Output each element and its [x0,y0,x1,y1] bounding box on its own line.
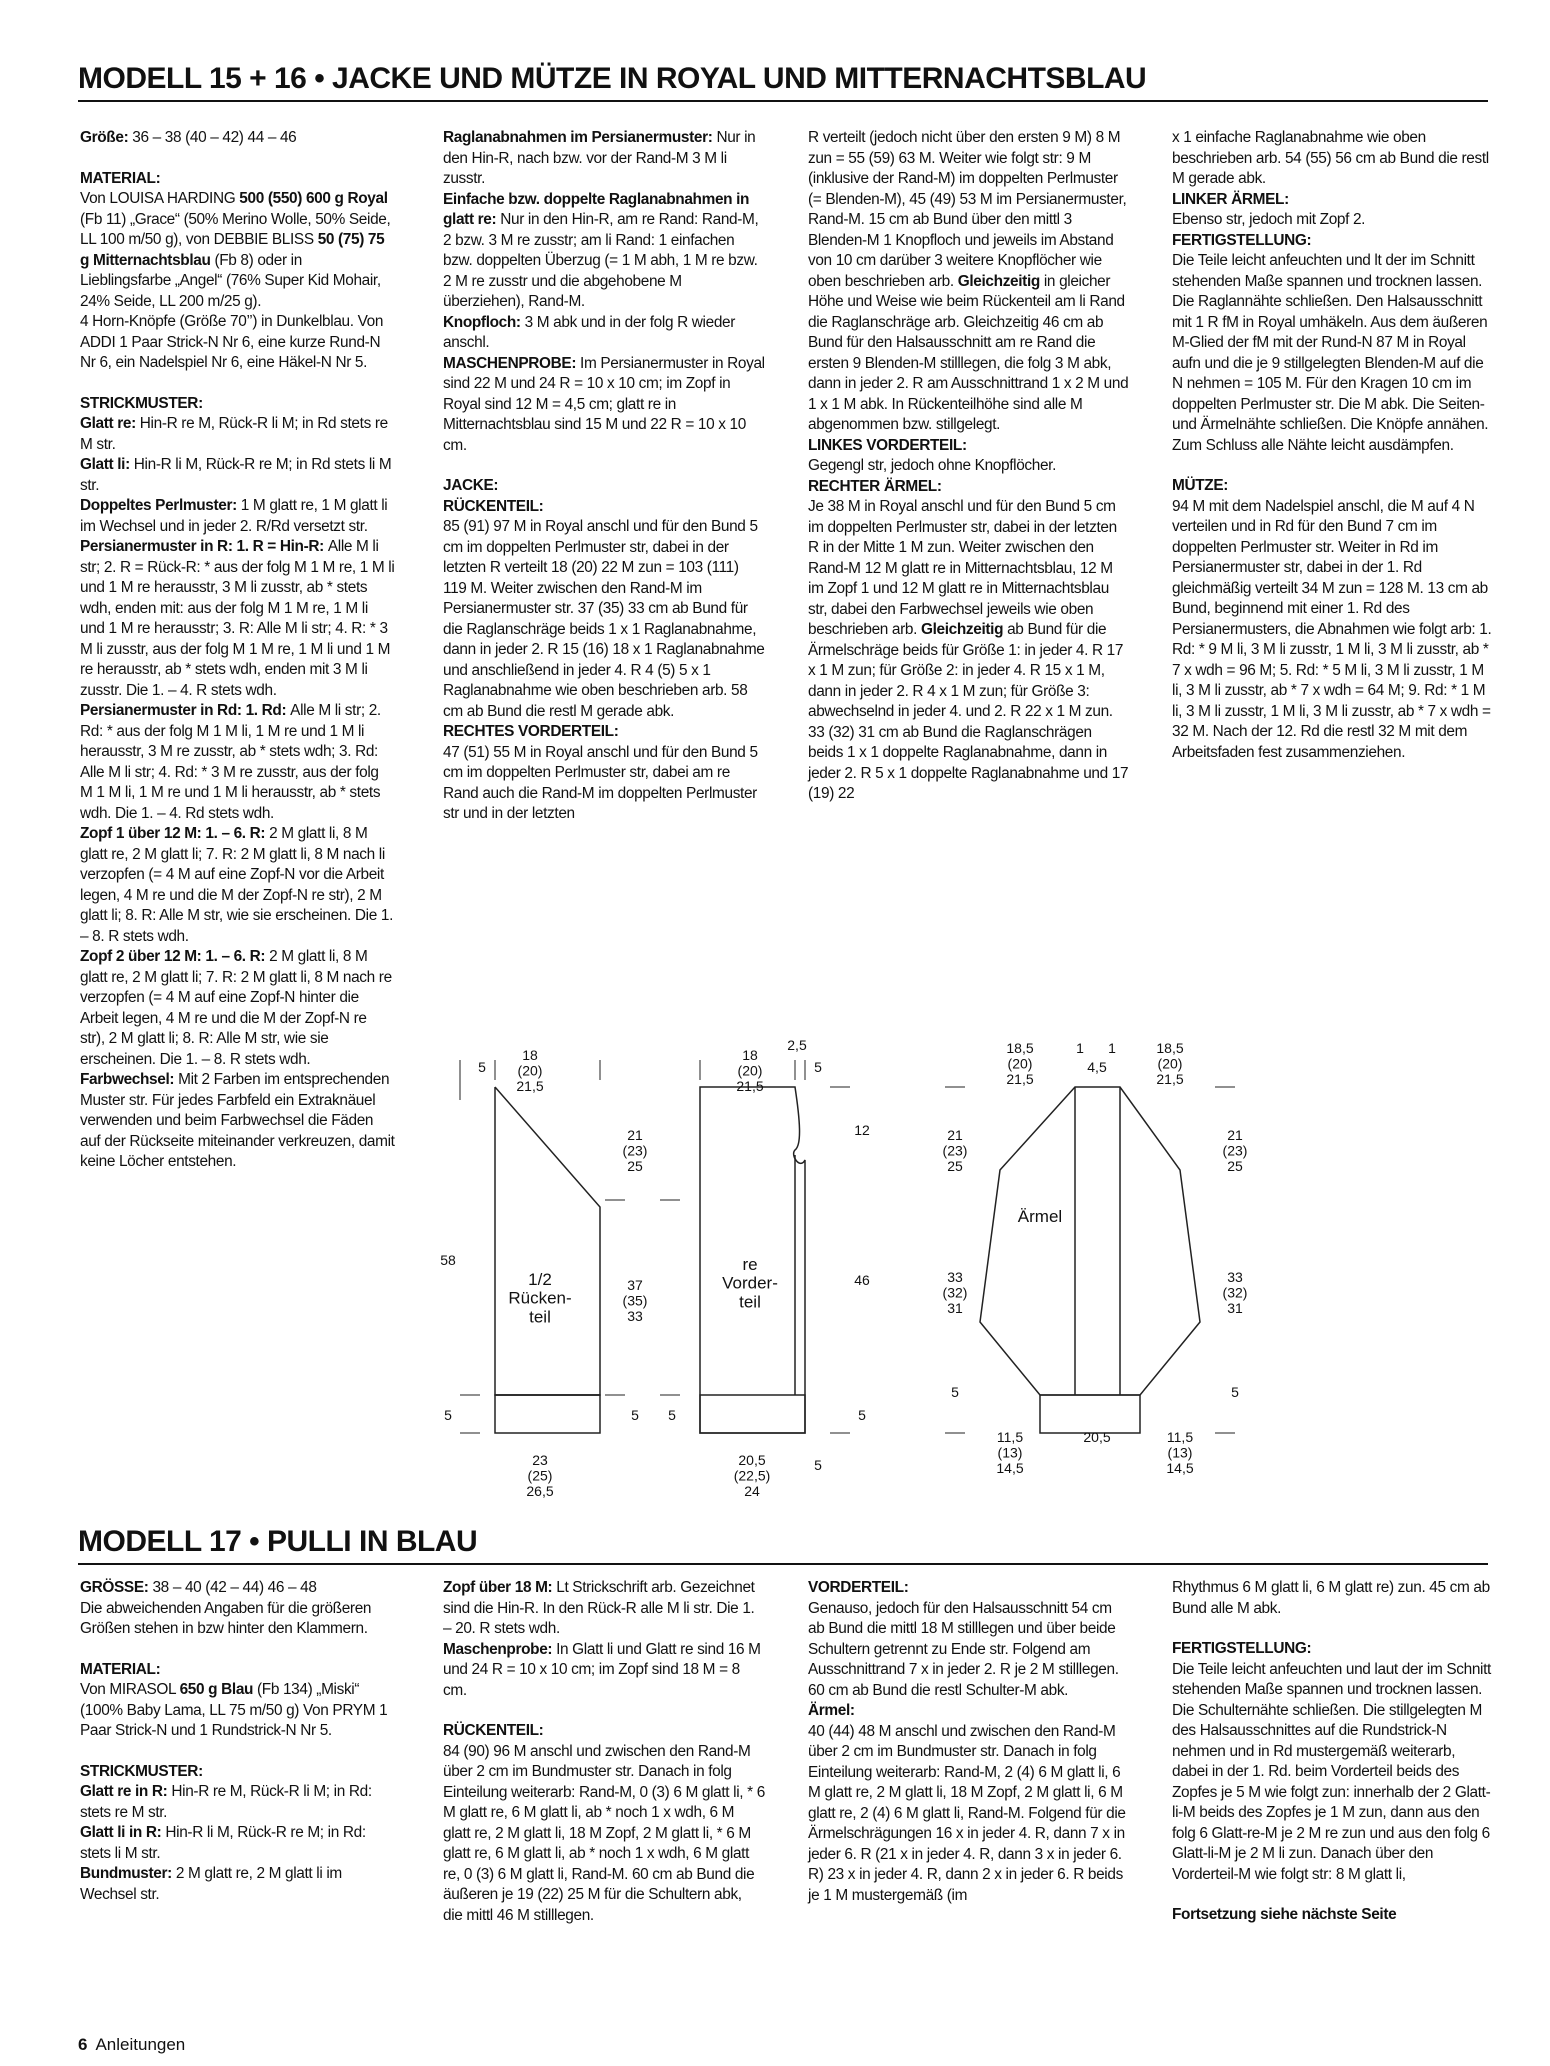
paragraph [80,1599,395,1640]
paragraph [443,1721,765,1742]
paragraph-heading: FERTIGSTELLUNG: [1172,231,1312,249]
paragraph [808,128,1130,436]
front-total: 46 [854,1272,870,1288]
paragraph [80,1660,395,1681]
paragraph-text: 40 (44) 48 M anschl und zwischen den Rand-M über 2 cm im Bundmuster str. Danach in folg Einteilung weiterarb: Rand-M, 2 (4) 6 M glatt li, 6 M glatt re, 2 M glatt li, 18 M Zopf, 2 M glatt li, 6 M glatt re, 2 (4) 6 M glatt li, Rand-M. Folgend für die Ärmelschrägungen 16 x in jeder 4. R, dann 7 x in jeder 6. R (21 x in jeder 4. R, dann 3 x in jeder 6. R) 23 x in jeder 4. R, dann 2 x in jeder 6. R beids je 1 M mustergemäß (im [808,1722,1126,1904]
model1-column-3 [808,128,1130,805]
paragraph-heading: Glatt re: [80,415,140,432]
sleeve-bund [1040,1395,1140,1433]
paragraph [443,722,765,743]
front-bund-h2: 5 [858,1407,866,1423]
paragraph-heading: MASCHENPROBE: [443,354,581,372]
paragraph-heading: MÜTZE: [1172,477,1229,494]
sleeve-top-m1: 1 [1076,1040,1084,1056]
paragraph [1172,210,1492,231]
paragraph-heading: Persianermuster in Rd: 1. Rd: [80,702,291,719]
model-15-16-title: MODELL 15 + 16 • JACKE UND MÜTZE IN ROYAL UND MITTERNACHTSBLAU [78,62,1488,102]
paragraph-heading: STRICKMUSTER: [80,1762,203,1780]
back-top-side: 5 [478,1059,486,1075]
sleeve-top-m2: 1 [1108,1040,1116,1056]
paragraph [80,1070,395,1173]
model2-column-4 [1172,1578,1492,1926]
paragraph-heading: Glatt li: [80,456,134,473]
paragraph-heading: Einfache bzw. doppelte Raglanabnahmen in glatt re: [443,190,750,228]
paragraph-heading: Farbwechsel: [80,1071,179,1088]
paragraph-text: Die Teile leicht anfeuchten und lt der im Schnitt stehenden Maße spannen und trocknen lassen. Die Raglannähte schließen. Den Halsausschnitt mit 1 R fM in Royal umhäkeln. Aus dem äußeren M-Glied der fM mit der Rund-N 87 M in Royal aufn und die je 9 stillgelegten Blenden-M auf die N nehmen = 105 M. Für den Kragen 10 cm im doppelten Perlmuster str. Die M abk. Die Seiten- und Ärmelnähte schließen. Die Knöpfe annähen. Zum Schluss alle Nähte leicht ausdämpfen. [1172,252,1489,454]
paragraph-heading: VORDERTEIL: [808,1579,909,1596]
paragraph-heading: Fortsetzung siehe nächste Seite [1172,1906,1397,1923]
paragraph-gap [1172,456,1492,476]
paragraph-gap [80,1742,395,1762]
sleeve-top-r: 18,5 (20) 21,5 [1156,1040,1184,1087]
back-total: 58 [440,1252,456,1268]
model2-column-2 [443,1578,765,1926]
paragraph-text: 2 M glatt li, 8 M glatt re, 2 M glatt li; 7. R: 2 M glatt li, 8 M nach li verzopfen (= 4 M auf eine Zopf-N vor die Arbeit legen, 4 M re und die M der Zopf-N re str), 2 M glatt li; 8. R: Alle M str, wie sie erscheinen. Die 1. – 8. R stets wdh. [80,825,393,945]
paragraph-text: (Fb 134) „Miski“ (100% Baby Lama, LL 75 m/50 g) Von PRYM 1 Paar Strick-N und 1 Rundstrick-N Nr 5. [80,1681,388,1739]
front-outline [700,1087,805,1433]
back-bottom: 23 (25) 26,5 [526,1452,554,1499]
paragraph [1172,1660,1492,1886]
paragraph-gap [443,456,765,476]
model1-column-2 [443,128,765,825]
paragraph-text: Die Teile leicht anfeuchten und laut der im Schnitt stehenden Maße spannen und trocknen lassen. Die Schulternähte schließen. Die stillgelegten M des Halsausschnittes auf die Rundstrick-N nehmen und in Rd mustergemäß weiterarb, dabei in der 1. Rd. beim Vorderteil beids des Zopfes je 5 M wie folgt zun: innerhalb der 2 Glatt-li-M beids des Zopfes je 1 M zun, dann aus den folg 6 Glatt-re-M je 2 M re zun und aus den folg 6 Glatt-li-M je 2 M li zun. Danach über den Vorderteil-M wie folgt str: 8 M glatt li, [1172,1660,1491,1883]
diagram-labels [440,1037,1247,1499]
paragraph [80,1762,395,1783]
paragraph [443,497,765,518]
paragraph [80,189,395,312]
paragraph-text: Gegengl str, jedoch ohne Knopflöcher. [808,457,1057,474]
paragraph-heading: STRICKMUSTER: [80,394,203,412]
paragraph-text: 85 (91) 97 M in Royal anschl und für den Bund 5 cm im doppelten Perlmuster str, dabei in der letzten R verteilt 18 (20) 22 M zun = 103 (111) 119 M. Weiter zwischen den Rand-M im Persianermuster str. 37 (35) 33 cm ab Bund für die Raglanschräge beids 1 x 1 Raglanabnahme, dann in jeder 2. R 15 (16) 18 x 1 Raglanabnahme und anschließend in jeder 4. R 4 (5) 5 x 1 Raglanabnahme wie oben beschrieben arb. 58 cm ab Bund die restl M gerade abk. [443,518,765,720]
paragraph-text: ab Bund für die Ärmelschräge beids für Größe 1: in jeder 4. R 17 x 1 M zun; für Größe 2: in jeder 4. R 15 x 1 M, dann in jeder 2. R 4 x 1 M zun; für Größe 3: abwechselnd in jeder 4. und 2. R 22 x 1 M zun. 33 (32) 31 cm ab Bund die Raglanschrägen beids 1 x 1 doppelte Raglanabnahme, dann in jeder 2. R 5 x 1 doppelte Raglanabnahme und 17 (19) 22 [808,621,1129,802]
paragraph-text: x 1 einfache Raglanabnahme wie oben beschrieben arb. 54 (55) 56 cm ab Bund die restl M gerade abk. [1172,129,1489,187]
paragraph-heading: RECHTES VORDERTEIL: [443,723,619,740]
page-footer [78,2035,185,2055]
paragraph [80,1680,395,1742]
paragraph-gap [80,1640,395,1660]
paragraph [443,1742,765,1927]
paragraph-text: Die abweichenden Angaben für die größeren Größen stehen in bzw hinter den Klammern. [80,1599,372,1637]
paragraph [808,497,1130,805]
back-bund-h2: 5 [631,1407,639,1423]
paragraph-gap [80,149,395,169]
paragraph-text: Lt Strickschrift arb. Gezeichnet sind die Hin-R. In den Rück-R alle M li str. Die 1. – 20. R stets wdh. [443,1579,755,1637]
paragraph [443,476,765,497]
paragraph-text: Hin-R re M, Rück-R li M; in Rd: stets re M str. [80,1783,372,1821]
paragraph [80,1864,395,1905]
paragraph [80,1782,395,1823]
paragraph-gap [1172,1619,1492,1639]
paragraph-heading: Zopf 1 über 12 M: 1. – 6. R: [80,825,270,842]
paragraph [808,436,1130,457]
paragraph-gap [1172,1885,1492,1905]
paragraph [80,701,395,824]
paragraph-text: in gleicher Höhe und Weise wie beim Rückenteil am li Rand die Raglanschräge arb. Gleichzeitig 46 cm ab Bund für den Halsausschnitt am re Rand die ersten 9 Blenden-M stilllegen, die folg 3 M abk, dann in jeder 2. R am Ausschnittrand 1 x 2 M und 1 x 1 M abk. In Rückenteilhöhe sind alle M abgenommen bzw. stillgelegt. [808,272,1129,433]
paragraph-heading: GRÖSSE: [80,1579,153,1596]
sleeve-raglan-r: 21 (23) 25 [1222,1127,1248,1174]
paragraph-text: Ebenso str, jedoch mit Zopf 2. [1172,211,1366,228]
paragraph-text: In Glatt li und Glatt re sind 16 M und 24 R = 10 x 10 cm; im Zopf sind 18 M = 8 cm. [443,1640,761,1699]
paragraph-heading: RECHTER ÄRMEL: [808,477,942,495]
paragraph [1172,251,1492,456]
front-bund-h: 5 [668,1407,676,1423]
sleeve-side-l: 33 (32) 31 [942,1269,968,1316]
back-top-width: 18 (20) 21,5 [516,1047,544,1094]
back-body: 37 (35) 33 [622,1277,648,1324]
paragraph-heading: Zopf 2 über 12 M: 1. – 6. R: [80,948,270,965]
front-small: 2,5 [787,1037,807,1053]
paragraph-text: Von MIRASOL [80,1681,180,1698]
paragraph-text: 2 M glatt li, 8 M glatt re, 2 M glatt li; 7. R: 2 M glatt li, 8 M nach re verzopfen (= 4 M auf eine Zopf-N hinter die Arbeit legen, 4 M re und die M der Zopf-N re str), 2 M glatt li; 8. R: Alle M str, wie sie erscheinen. Die 1. – 8. R stets wdh. [80,948,392,1068]
sleeve-bottom-l: 11,5 (13) 14,5 [996,1429,1024,1476]
paragraph [443,313,765,354]
model1-column-1 [80,128,395,1173]
paragraph-text: Alle M li str; 2. R = Rück-R: * aus der folg M 1 M re, 1 M li und 1 M re herausstr, 3 M li zusstr, ab * stets wdh, enden mit: aus der folg M 1 M re, 1 M li und 1 M re herausstr; 3. R: Alle M li str; 4. R: * 3 M li zusstr, aus der folg M 1 M re, 1 M li und 1 M re herausstr, ab * stets wdh, enden mit 3 M li zusstr. Die 1. – 4. R stets wdh. [80,538,395,699]
paragraph-heading: LINKES VORDERTEIL: [808,436,967,454]
paragraph-heading: 50 (75) 75 g Mitternachtsblau [80,231,385,269]
back-bund [495,1395,600,1433]
paragraph [443,743,765,825]
paragraph-text: Genauso, jedoch für den Halsausschnitt 54 cm ab Bund die mittl 18 M stilllegen und über beide Schultern getrennt zu Ende str. Folgend am Ausschnittrand 7 x in jeder 2. R je 2 M stilllegen. 60 cm ab Bund die restl Schulter-M abk. [808,1599,1119,1699]
paragraph-heading: Bundmuster: [80,1865,176,1882]
paragraph-text: Nur in den Hin-R, nach bzw. vor der Rand-M 3 M li zusstr. [443,129,756,187]
paragraph [443,354,765,457]
back-label: 1/2 Rücken-teil [508,1270,572,1327]
front-top-width: 18 (20) 21,5 [736,1047,764,1094]
paragraph-text: Von LOUISA HARDING [80,190,240,207]
paragraph [80,824,395,947]
paragraph-heading: Gleichzeitig [920,621,1004,638]
paragraph-text: Hin-R re M, Rück-R li M; in Rd stets re M str. [80,415,388,453]
sleeve-top-l: 18,5 (20) 21,5 [1006,1040,1034,1087]
paragraph-text: 1 M glatt re, 1 M glatt li im Wechsel und in jeder 2. R/Rd versetzt str. [80,497,388,535]
paragraph-text: Rhythmus 6 M glatt li, 6 M glatt re) zun. 45 cm ab Bund alle M abk. [1172,1579,1490,1617]
paragraph-heading: FERTIGSTELLUNG: [1172,1640,1312,1657]
paragraph [808,477,1130,498]
paragraph-text: Nur in den Hin-R, am re Rand: Rand-M, 2 bzw. 3 M re zusstr; am li Rand: 1 einfachen bzw. doppelten Überzug (= 1 M abh, 1 M re bzw. 2 M re zusstr und die abgehobene M überziehen), Rand-M. [443,211,759,310]
model2-column-3 [808,1578,1130,1906]
paragraph [80,537,395,701]
front-neck: 12 [854,1122,870,1138]
sleeve-top-m3: 4,5 [1087,1059,1107,1075]
paragraph-text: Je 38 M in Royal anschl und für den Bund 5 cm im doppelten Perlmuster str, dabei in der letzten R in der Mitte 1 M zun. Weiter zwischen den Rand-M 12 M glatt re in Mitternachtsblau, 12 M im Zopf 1 und 12 M glatt re in Mitternachtsblau str, dabei den Farbwechsel jeweils wie oben beschrieben arb. [808,498,1117,638]
sleeve-raglan-l: 21 (23) 25 [942,1127,968,1174]
paragraph [80,312,395,374]
paragraph [443,1578,765,1640]
paragraph [808,456,1130,477]
paragraph-text: Hin-R li M, Rück-R re M; in Rd stets li M str. [80,456,392,494]
paragraph-text: 4 Horn-Knöpfe (Größe 70’’) in Dunkelblau. Von ADDI 1 Paar Strick-N Nr 6, eine kurze Rund-N Nr 6, ein Nadelspiel Nr 6, eine Häkel-N Nr 5. [80,313,384,371]
front-bottom-r: 5 [814,1457,822,1473]
paragraph-heading: Zopf über 18 M: [443,1579,557,1596]
back-bund-h: 5 [444,1407,452,1423]
paragraph-heading: Doppeltes Perlmuster: [80,497,241,514]
paragraph-heading: 500 (550) 600 g Royal [239,190,388,207]
paragraph-heading: Ärmel: [808,1702,855,1719]
sleeve-outline [980,1087,1200,1395]
paragraph-text: Mit 2 Farben im entsprechenden Muster str. Für jedes Farbfeld ein Extraknäuel verwenden und beim Farbwechsel die Fäden auf der Rückseite miteinander verkreuzen, damit keine Löcher entstehen. [80,1071,395,1170]
paragraph [808,1722,1130,1907]
paragraph [443,190,765,313]
front-bottom: 20,5 (22,5) 24 [733,1452,771,1499]
paragraph [1172,1905,1492,1926]
paragraph [80,455,395,496]
paragraph [443,128,765,190]
front-label: re Vorder-teil [722,1255,778,1312]
paragraph [1172,190,1492,211]
paragraph [1172,476,1492,497]
paragraph-gap [443,1701,765,1721]
paragraph [1172,1578,1492,1619]
model2-column-1 [80,1578,395,1905]
paragraph [1172,231,1492,252]
paragraph-text: 38 – 40 (42 – 44) 46 – 48 [152,1579,317,1596]
paragraph-heading: RÜCKENTEIL: [443,1722,544,1739]
paragraph [808,1701,1130,1722]
paragraph-text: Hin-R li M, Rück-R re M; in Rd: stets li M str. [80,1824,366,1862]
paragraph [80,128,395,149]
paragraph-heading: 650 g Blau [179,1681,254,1698]
paragraph [80,394,395,415]
front-bund [700,1395,805,1433]
sleeve-label: Ärmel [1017,1207,1063,1226]
paragraph-heading: Persianermuster in R: 1. R = Hin-R: [80,538,328,555]
sleeve-side-r: 33 (32) 31 [1222,1269,1248,1316]
page-number: 6 [78,2035,88,2054]
paragraph-heading: RÜCKENTEIL: [443,497,544,515]
paragraph-heading: Maschenprobe: [443,1640,557,1658]
model-17-title: MODELL 17 • PULLI IN BLAU [78,1525,1488,1565]
paragraph [1172,1639,1492,1660]
paragraph-heading: Gleichzeitig [957,272,1040,290]
back-raglan: 21 (23) 25 [622,1127,648,1174]
paragraph-text: 84 (90) 96 M anschl und zwischen den Rand-M über 2 cm im Bundmuster str. Danach in folg Einteilung weiterarb: Rand-M, 0 (3) 6 M glatt li, * 6 M glatt re, 6 M glatt li, ab * noch 1 x wdh, 6 M glatt re, 2 M glatt li, 18 M Zopf, 2 M glatt li, * 6 M glatt re, 6 M glatt li, ab * noch 1 x wdh, 6 M glatt re, 0 (3) 6 M glatt li, Rand-M. 60 cm ab Bund die äußeren je 19 (22) 25 M für die Schultern abk, die mittl 46 M stilllegen. [443,1742,765,1924]
paragraph [443,517,765,722]
back-outline [495,1087,600,1395]
paragraph-heading: Größe: [80,129,133,146]
paragraph-text: Alle M li str; 2. Rd: * aus der folg M 1 M li, 1 M re und 1 M li herausstr, 3 M re zusstr, ab * stets wdh; 3. Rd: Alle M li str; 4. Rd: * 3 M re zusstr, aus der folg M 1 M li, 1 M re und 1 M li herausstr, ab * stets wdh. Die 1. – 4. Rd stets wdh. [80,702,381,822]
paragraph [80,1823,395,1864]
paragraph [80,414,395,455]
paragraph [808,1599,1130,1702]
sleeve-bund-r: 5 [1231,1384,1239,1400]
paragraph [80,496,395,537]
paragraph-heading: Glatt re in R: [80,1783,172,1800]
paragraph-text: (Fb 11) „Grace“ (50% Merino Wolle, 50% Seide, LL 100 m/50 g), von DEBBIE BLISS [80,210,391,248]
paragraph [80,947,395,1070]
paragraph-heading: MATERIAL: [80,169,161,187]
paragraph-text: R verteilt (jedoch nicht über den ersten 9 M) 8 M zun = 55 (59) 63 M. Weiter wie folgt str: 9 M (inklusive der Rand-M) im doppelten Perlmuster (= Blenden-M), 45 (49) 53 M im Persianermuster, Rand-M. 15 cm ab Bund über den mittl 3 Blenden-M 1 Knopfloch und jeweils im Abstand von 10 cm darüber 3 weitere Knopflöcher wie oben beschrieben arb. [808,129,1127,290]
paragraph-text: 47 (51) 55 M in Royal anschl und für den Bund 5 cm im doppelten Perlmuster str, dabei am re Rand auch die Rand-M im doppelten Perlmuster str und in der letzten [443,743,758,822]
paragraph-heading: JACKE: [443,477,499,494]
sleeve-bottom-r: 11,5 (13) 14,5 [1166,1429,1194,1476]
paragraph-text: 3 M abk und in der folg R wieder anschl. [443,313,736,351]
paragraph-text: Im Persianermuster in Royal sind 22 M und 24 R = 10 x 10 cm; im Zopf in Royal sind 12 M = 4,5 cm; glatt re in Mitternachtsblau sind 15 M und 22 R = 10 x 10 cm. [443,354,765,454]
paragraph-text: 2 M glatt re, 2 M glatt li im Wechsel str. [80,1865,342,1903]
sleeve-bund-l: 5 [951,1384,959,1400]
paragraph [808,1578,1130,1599]
paragraph-heading: MATERIAL: [80,1660,161,1678]
paragraph [1172,497,1492,764]
footer-label: Anleitungen [95,2035,186,2054]
paragraph-text: 94 M mit dem Nadelspiel anschl, die M auf 4 N verteilen und in Rd für den Bund 7 cm im doppelten Perlmuster str. Weiter in Rd im Persianermuster str, dabei in der 1. Rd gleichmäßig verteilt 34 M zun = 128 M. 13 cm ab Bund, beginnend mit einer 1. Rd des Persianermusters, die Abnahmen wie folgt arb: 1. Rd: * 9 M li, 3 M li zusstr, 1 M li, 3 M li zusstr, ab * 7 x wdh = 96 M; 5. Rd: * 5 M li, 3 M li zusstr, 1 M li, 3 M li zusstr, ab * 7 x wdh = 64 M; 9. Rd: * 1 M li, 3 M li zusstr, 1 M li, 3 M li zusstr, ab * 7 x wdh = 32 M. Nach der 12. Rd die restl 32 M mit dem Arbeitsfaden fest zusammenziehen. [1172,497,1492,761]
paragraph [80,169,395,190]
paragraph-text: 36 – 38 (40 – 42) 44 – 46 [132,129,297,146]
sleeve-bottom-m: 20,5 [1083,1429,1111,1445]
paragraph-heading: Glatt li in R: [80,1824,166,1841]
paragraph-text: (Fb 8) oder in Lieblingsfarbe „Angel“ (76% Super Kid Mohair, 24% Seide, LL 200 m/25 g). [80,251,381,310]
paragraph-gap [80,374,395,394]
model1-column-4 [1172,128,1492,763]
paragraph-heading: LINKER ÄRMEL: [1172,190,1289,208]
paragraph [1172,128,1492,190]
paragraph-heading: Knopfloch: [443,313,525,331]
paragraph-heading: Raglanabnahmen im Persianermuster: [443,129,717,146]
paragraph [80,1578,395,1599]
paragraph [443,1640,765,1702]
front-top-r: 5 [814,1059,822,1075]
